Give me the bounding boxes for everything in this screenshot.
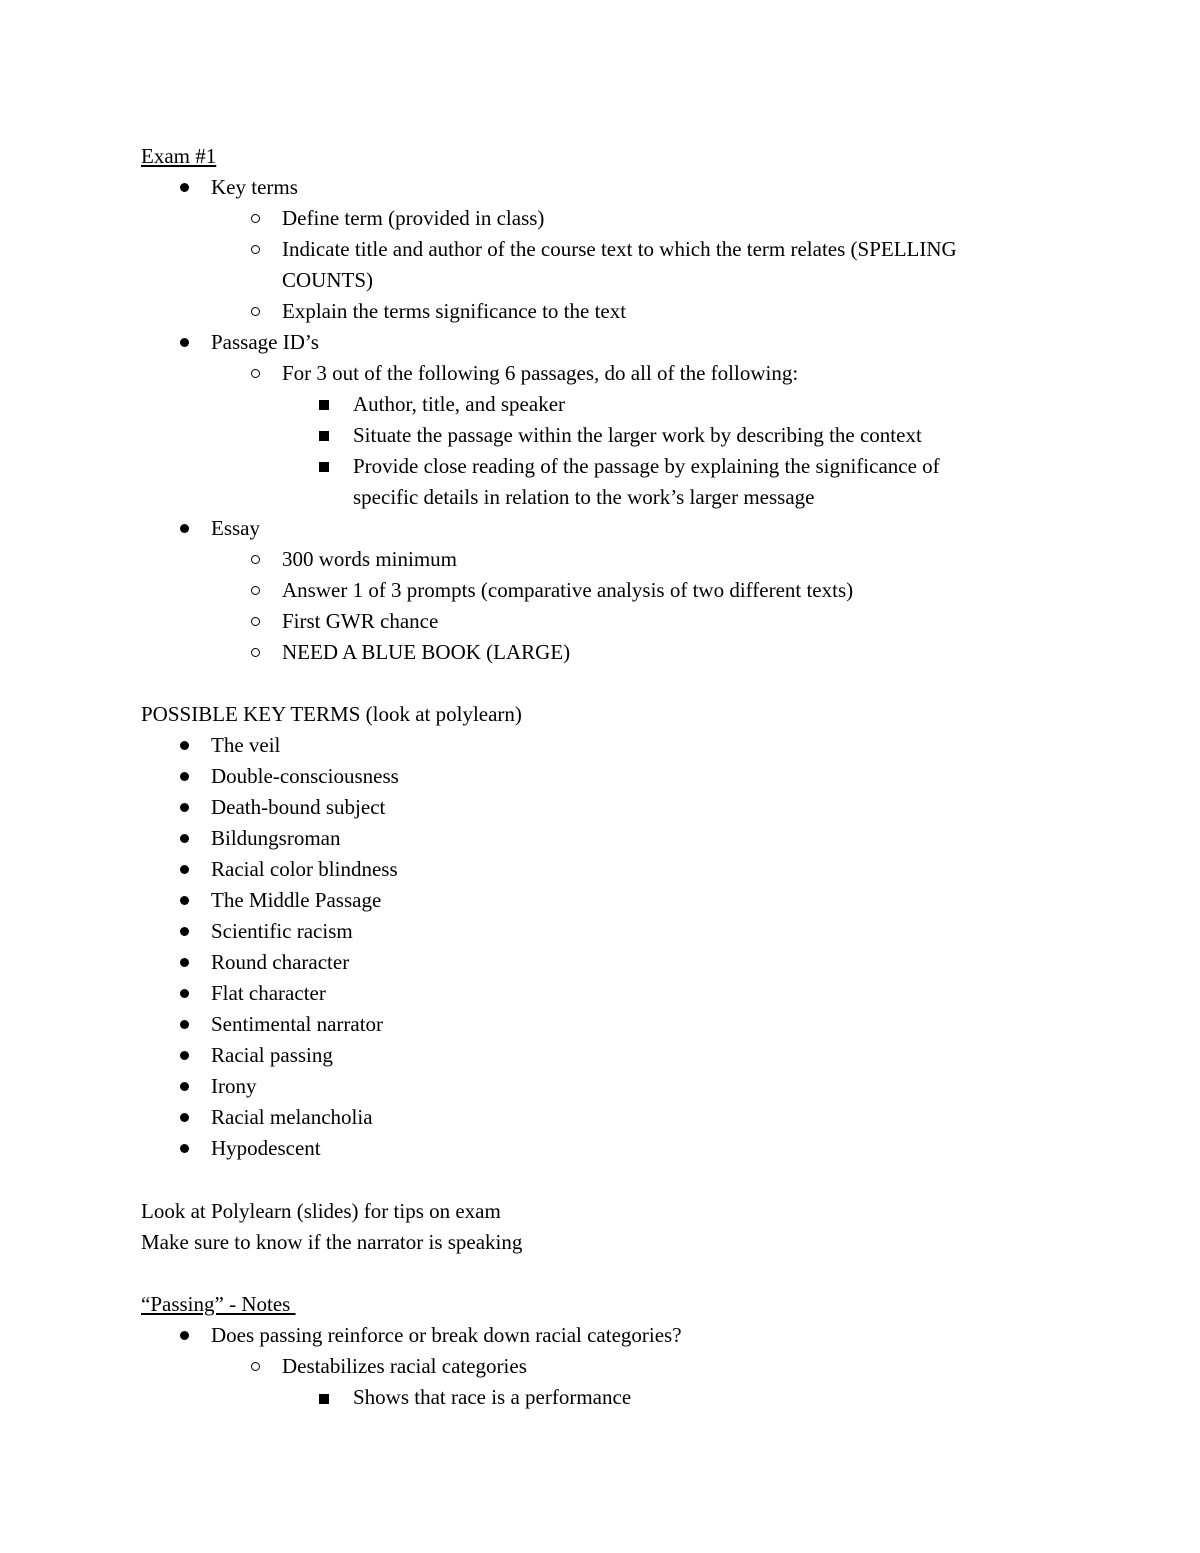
exam-title: Exam #1 <box>141 144 217 168</box>
bullet-circle-icon <box>251 1362 260 1371</box>
list-item-continuation: specific details in relation to the work’s larger message <box>353 485 815 509</box>
term-item: Round character <box>211 950 350 974</box>
bullet-disc-icon <box>180 927 189 936</box>
bullet-disc-icon <box>180 1082 189 1091</box>
list-item: Provide close reading of the passage by explaining the significance of <box>353 454 940 478</box>
list-item: Shows that race is a performance <box>353 1385 632 1409</box>
list-item: NEED A BLUE BOOK (LARGE) <box>282 640 571 664</box>
bullet-circle-icon <box>251 586 260 595</box>
bullet-disc-icon <box>180 803 189 812</box>
bullet-circle-icon <box>251 617 260 626</box>
bullet-disc-icon <box>180 958 189 967</box>
term-item: Sentimental narrator <box>211 1012 384 1036</box>
list-item: Define term (provided in class) <box>282 206 545 230</box>
bullet-disc-icon <box>180 741 189 750</box>
essay-label: Essay <box>211 516 260 540</box>
list-item: Indicate title and author of the course text to which the term relates (SPELLING <box>282 237 957 261</box>
bullet-disc-icon <box>180 865 189 874</box>
term-item: Scientific racism <box>211 919 353 943</box>
list-item: Does passing reinforce or break down racial categories? <box>211 1323 682 1347</box>
term-item: Racial color blindness <box>211 857 398 881</box>
bullet-circle-icon <box>251 245 260 254</box>
term-item: Death-bound subject <box>211 795 386 819</box>
bullet-disc-icon <box>180 1020 189 1029</box>
list-item: Author, title, and speaker <box>353 392 566 416</box>
bullet-disc-icon <box>180 989 189 998</box>
bullet-circle-icon <box>251 214 260 223</box>
note-line: Look at Polylearn (slides) for tips on exam <box>141 1199 501 1223</box>
bullet-circle-icon <box>251 369 260 378</box>
bullet-disc-icon <box>180 772 189 781</box>
list-item: Explain the terms significance to the text <box>282 299 627 323</box>
bullet-disc-icon <box>180 524 189 533</box>
bullet-circle-icon <box>251 648 260 657</box>
term-item: Double-consciousness <box>211 764 399 788</box>
bullet-disc-icon <box>180 896 189 905</box>
bullet-disc-icon <box>180 183 189 192</box>
bullet-circle-icon <box>251 555 260 564</box>
term-item: Hypodescent <box>211 1136 321 1160</box>
term-item: The veil <box>211 733 281 757</box>
term-item: The Middle Passage <box>211 888 382 912</box>
bullet-disc-icon <box>180 1051 189 1060</box>
bullet-square-icon <box>319 400 329 410</box>
possible-terms-title: POSSIBLE KEY TERMS (look at polylearn) <box>141 702 522 726</box>
bullet-disc-icon <box>180 1144 189 1153</box>
bullet-disc-icon <box>180 1113 189 1122</box>
term-item: Bildungsroman <box>211 826 341 850</box>
key-terms-label: Key terms <box>211 175 298 199</box>
bullet-square-icon <box>319 462 329 472</box>
term-item: Racial passing <box>211 1043 333 1067</box>
bullet-disc-icon <box>180 338 189 347</box>
list-item: For 3 out of the following 6 passages, do all of the following: <box>282 361 799 385</box>
passing-title: “Passing” - Notes <box>141 1292 296 1316</box>
list-item: Situate the passage within the larger work by describing the context <box>353 423 922 447</box>
bullet-square-icon <box>319 431 329 441</box>
note-line: Make sure to know if the narrator is speaking <box>141 1230 523 1254</box>
term-item: Flat character <box>211 981 326 1005</box>
bullet-circle-icon <box>251 307 260 316</box>
bullet-square-icon <box>319 1394 329 1404</box>
list-item: First GWR chance <box>282 609 439 633</box>
list-item: Destabilizes racial categories <box>282 1354 527 1378</box>
term-item: Irony <box>211 1074 257 1098</box>
passage-ids-label: Passage ID’s <box>211 330 319 354</box>
term-item: Racial melancholia <box>211 1105 373 1129</box>
list-item: Answer 1 of 3 prompts (comparative analysis of two different texts) <box>282 578 854 602</box>
list-item-continuation: COUNTS) <box>282 268 374 292</box>
bullet-disc-icon <box>180 1331 189 1340</box>
bullet-disc-icon <box>180 834 189 843</box>
list-item: 300 words minimum <box>282 547 458 571</box>
